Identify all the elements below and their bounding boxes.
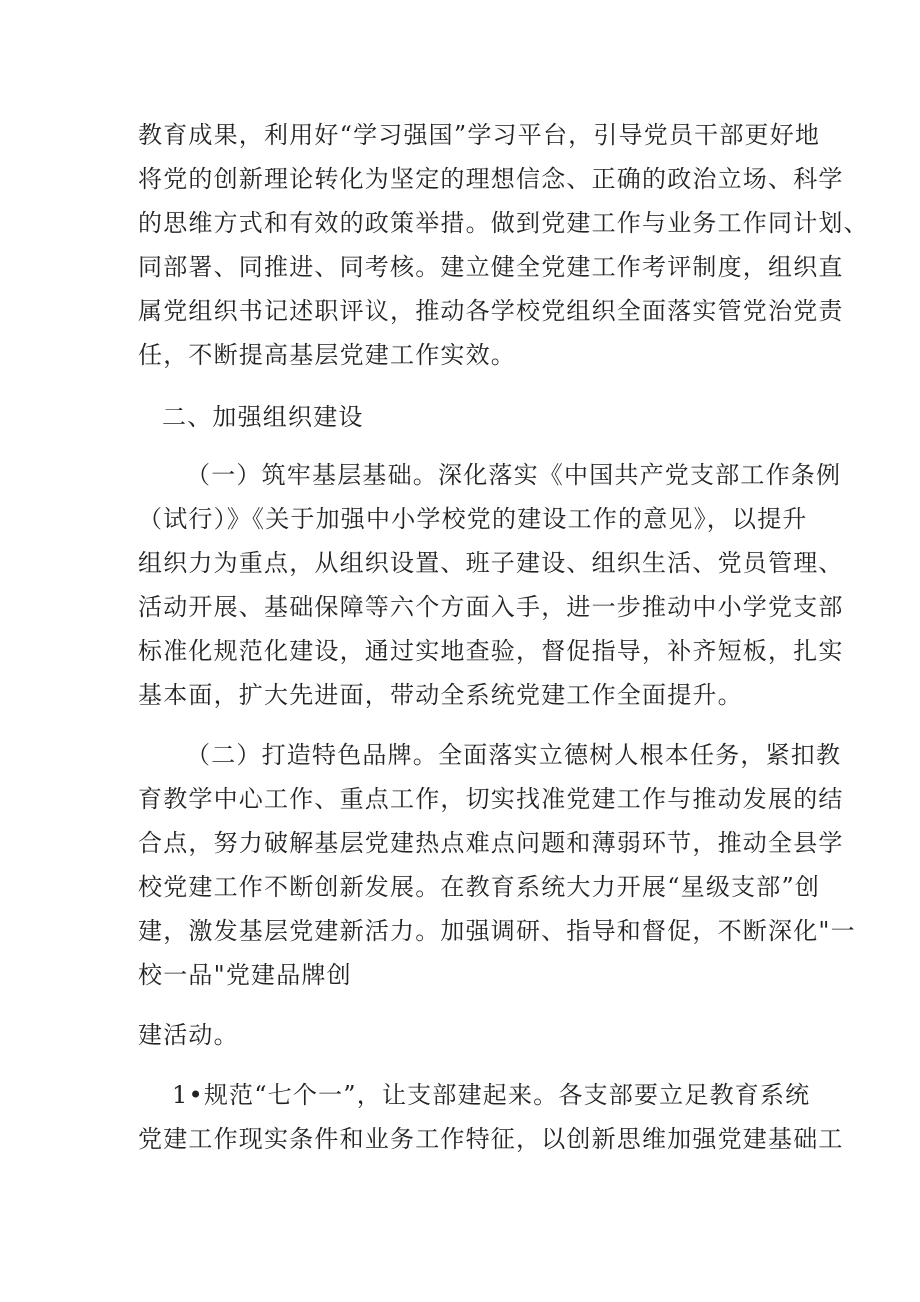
paragraph-line: 校一品"党建品牌创 <box>138 961 352 989</box>
paragraph-line: 1•规范“七个一”，让支部建起来。各支部要立足教育系统 <box>172 1081 811 1109</box>
paragraph-line: 任，不断提高基层党建工作实效。 <box>138 341 516 369</box>
paragraph-line: 建，激发基层党建新活力。加强调研、指导和督促，不断深化"一 <box>138 917 856 945</box>
paragraph-line: （试行）》《关于加强中小学校党的建设工作的意见》，以提升 <box>138 505 808 533</box>
paragraph-line: （一）筑牢基层基础。深化落实《中国共产党支部工作条例 <box>186 461 842 489</box>
paragraph-line: 校党建工作不断创新发展。在教育系统大力开展“星级支部”创 <box>138 873 821 901</box>
paragraph-line: 将党的创新理论转化为坚定的理想信念、正确的政治立场、科学 <box>138 165 844 193</box>
paragraph-line: 合点，努力破解基层党建热点难点问题和薄弱环节，推动全县学 <box>138 829 844 857</box>
section-heading: 二、加强组织建设 <box>162 403 364 431</box>
paragraph-line: 基本面，扩大先进面，带动全系统党建工作全面提升。 <box>138 681 743 709</box>
paragraph-line: 活动开展、基础保障等六个方面入手，进一步推动中小学党支部 <box>138 593 844 621</box>
paragraph-line: 党建工作现实条件和业务工作特征，以创新思维加强党建基础工 <box>138 1125 844 1153</box>
paragraph-line: 组织力为重点，从组织设置、班子建设、组织生活、党员管理、 <box>138 549 844 577</box>
paragraph-line: （二）打造特色品牌。全面落实立德树人根本任务，紧扣教 <box>186 741 842 769</box>
paragraph-line: 建活动。 <box>138 1021 239 1049</box>
paragraph-line: 育教学中心工作、重点工作，切实找准党建工作与推动发展的结 <box>138 785 844 813</box>
paragraph-line: 教育成果，利用好“学习强国”学习平台，引导党员干部更好地 <box>138 121 821 149</box>
paragraph-line: 同部署、同推进、同考核。建立健全党建工作考评制度，组织直 <box>138 253 844 281</box>
paragraph-line: 标准化规范化建设，通过实地查验，督促指导，补齐短板，扎实 <box>138 637 844 665</box>
paragraph-line: 的思维方式和有效的政策举措。做到党建工作与业务工作同计划、 <box>138 209 869 237</box>
paragraph-line: 属党组织书记述职评议，推动各学校党组织全面落实管党治党责 <box>138 297 844 325</box>
